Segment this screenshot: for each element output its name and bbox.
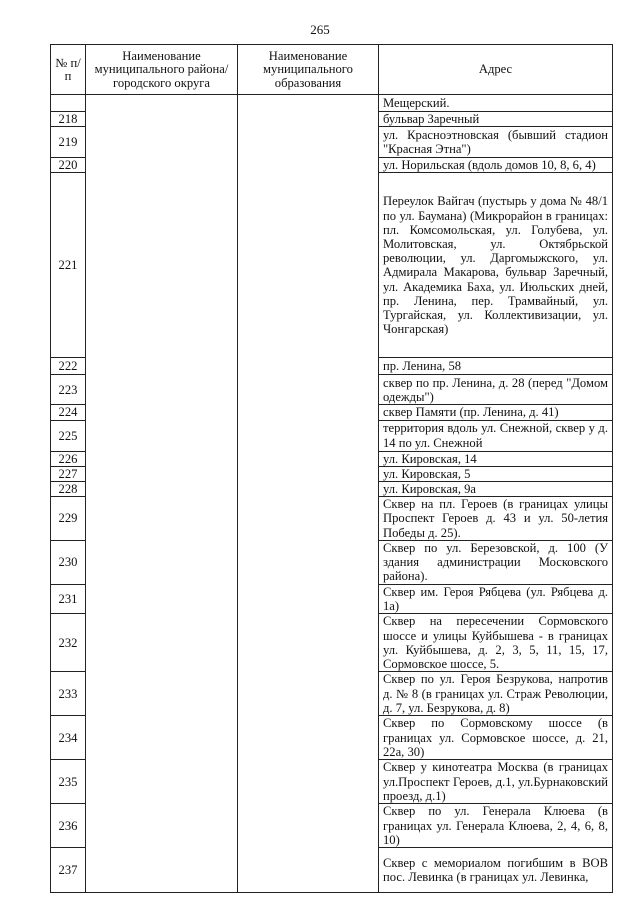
row-number: 227 — [51, 466, 86, 481]
address-cell: Сквер по Сормовскому шоссе (в границах ул. Сормовское шоссе, д. 21, 22а, 30) — [379, 716, 613, 760]
address-cell: ул. Красноэтновская (бывший стадион "Красная Этна") — [379, 127, 613, 158]
municipality-cell — [238, 95, 379, 893]
address-cell: Сквер им. Героя Рябцева (ул. Рябцева д. 1а) — [379, 584, 613, 613]
address-cell: Сквер по ул. Генерала Клюева (в границах ул. Генерала Клюева, 2, 4, 6, 8, 10) — [379, 804, 613, 848]
row-number: 218 — [51, 112, 86, 127]
header-number: № п/п — [51, 45, 86, 95]
row-number: 224 — [51, 405, 86, 420]
row-number: 236 — [51, 804, 86, 848]
row-number: 222 — [51, 358, 86, 375]
row-number: 226 — [51, 451, 86, 466]
header-address: Адрес — [379, 45, 613, 95]
row-number: 219 — [51, 127, 86, 158]
address-cell: ул. Кировская, 5 — [379, 466, 613, 481]
address-cell: ул. Кировская, 9а — [379, 482, 613, 497]
table-row — [51, 95, 613, 112]
table-header-row — [51, 45, 613, 95]
header-municipality: Наименование муниципального образования — [238, 45, 379, 95]
registry-table — [50, 44, 613, 893]
address-cell: пр. Ленина, 58 — [379, 358, 613, 375]
address-cell: сквер Памяти (пр. Ленина, д. 41) — [379, 405, 613, 420]
address-cell: ул. Кировская, 14 — [379, 451, 613, 466]
row-number — [51, 95, 86, 112]
address-cell: Сквер у кинотеатра Москва (в границах ул.Проспект Героев, д.1, ул.Бурнаковский проезд, д.1) — [379, 760, 613, 804]
header-district: Наименование муниципального района/ городского округа — [86, 45, 238, 95]
address-cell: Сквер по ул. Березовской, д. 100 (У здания администрации Московского района). — [379, 540, 613, 584]
address-cell: Сквер на пересечении Сормовского шоссе и улицы Куйбышева - в границах ул. Куйбышева, д. 2, 3, 5, 11, 15, 17, Сормовское шоссе, 5. — [379, 614, 613, 672]
address-cell: Сквер с мемориалом погибшим в ВОВ пос. Левинка (в границах ул. Левинка, — [379, 848, 613, 893]
row-number: 221 — [51, 173, 86, 358]
row-number: 231 — [51, 584, 86, 613]
row-number: 232 — [51, 614, 86, 672]
row-number: 223 — [51, 375, 86, 405]
address-cell: территория вдоль ул. Снежной, сквер у д. 14 по ул. Снежной — [379, 420, 613, 451]
address-cell: Переулок Вайгач (пустырь у дома № 48/1 по ул. Баумана) (Микрорайон в границах: пл. Комсомольская, ул. Голубева, ул. Молитовская, ул. Октябрьской революции, ул. Даргомыжского, ул. Адмирала Макарова, бульвар Заречный, ул. Академика Баха, ул. Июльских дней, пр. Ленина, пер. Трамвайный, ул. Тургайская, ул. Коллективизации, ул. Чонгарская) — [379, 173, 613, 358]
row-number: 230 — [51, 540, 86, 584]
row-number: 237 — [51, 848, 86, 893]
address-cell: Мещерский. — [379, 95, 613, 112]
page-number: 265 — [310, 22, 330, 37]
row-number: 228 — [51, 482, 86, 497]
district-cell — [86, 95, 238, 893]
address-cell: Сквер на пл. Героев (в границах улицы Проспект Героев д. 43 и ул. 50-летия Победы д. 25). — [379, 497, 613, 541]
row-number: 229 — [51, 497, 86, 541]
row-number: 225 — [51, 420, 86, 451]
address-cell: сквер по пр. Ленина, д. 28 (перед "Домом одежды") — [379, 375, 613, 405]
address-cell: ул. Норильская (вдоль домов 10, 8, 6, 4) — [379, 158, 613, 173]
row-number: 234 — [51, 716, 86, 760]
address-cell: Сквер по ул. Героя Безрукова, напротив д. № 8 (в границах ул. Страж Революции, д. 7, ул. Безрукова, д. 8) — [379, 672, 613, 716]
address-cell: бульвар Заречный — [379, 112, 613, 127]
row-number: 220 — [51, 158, 86, 173]
row-number: 235 — [51, 760, 86, 804]
row-number: 233 — [51, 672, 86, 716]
